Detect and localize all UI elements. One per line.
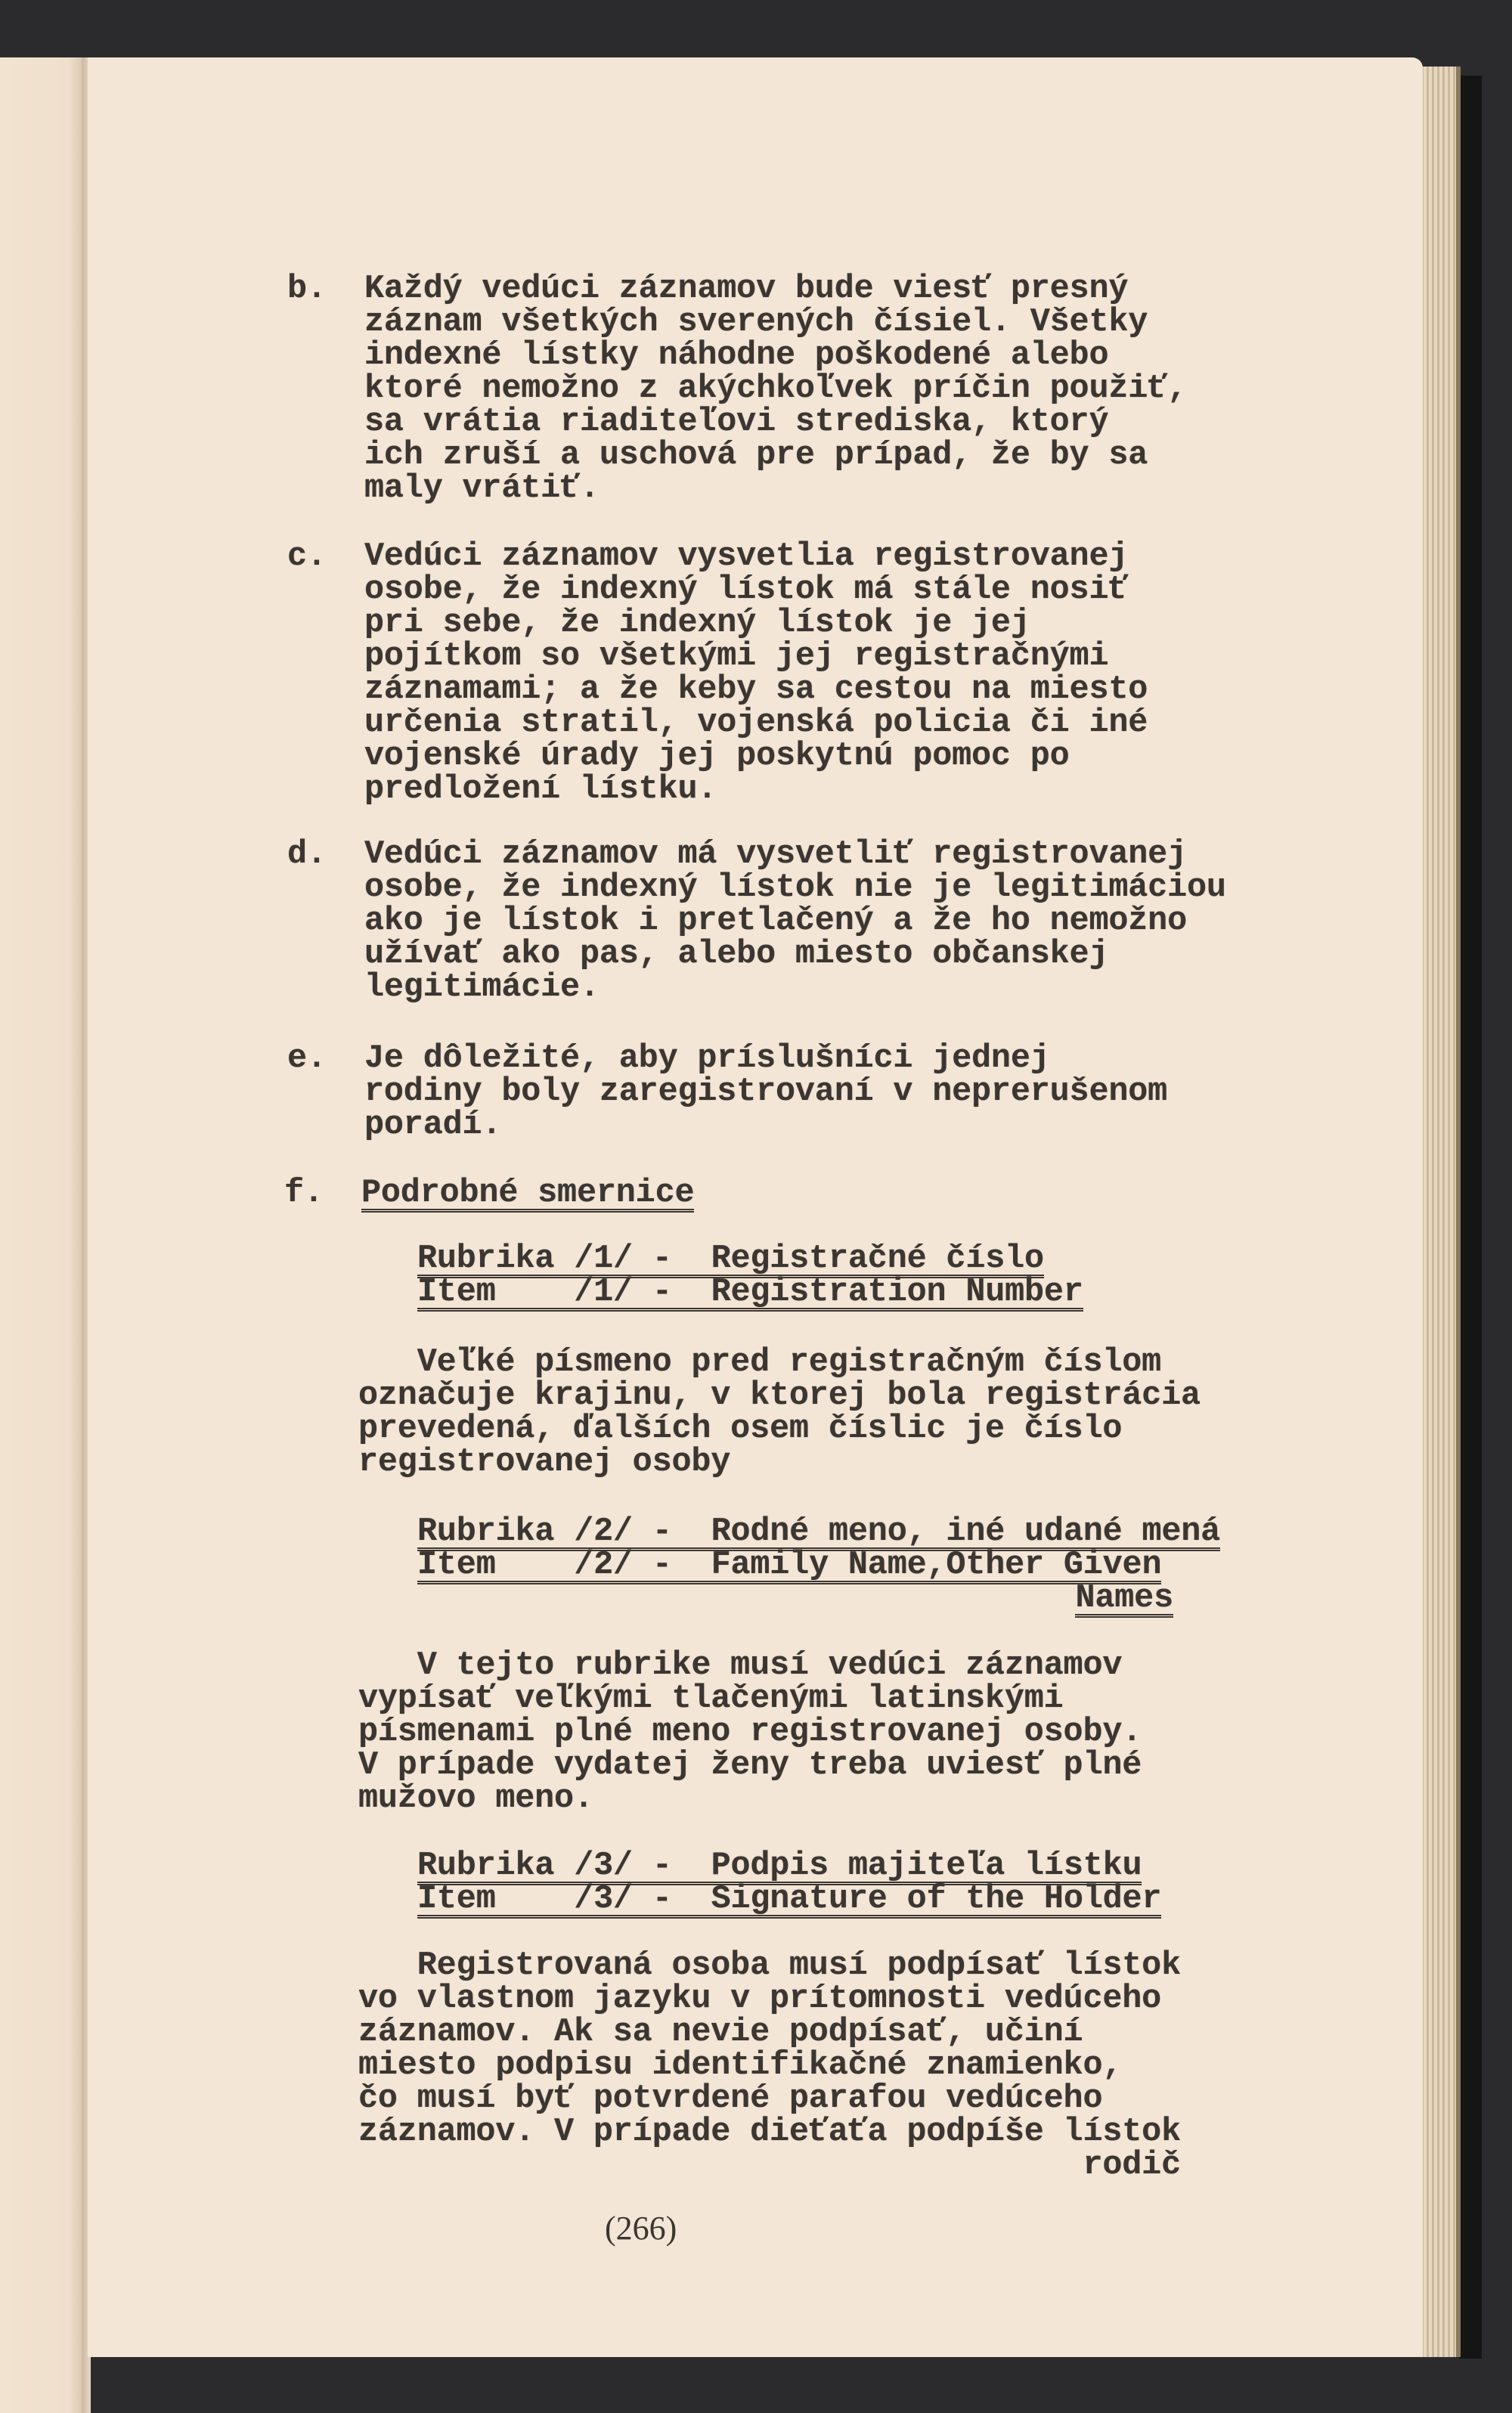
text-line: označuje krajinu, v ktorej bola registrácia [358,1377,1201,1414]
item-paragraph [358,1649,1142,1816]
text-line: záznamov. V prípade dieťaťa podpíše lístok [358,2114,1181,2151]
text-line: vojenské úrady jej poskytnú pomoc po [364,738,1070,775]
item-paragraph [358,1947,1181,2184]
text-line: Vedúci záznamov má vysvetliť registrovanej [364,836,1187,873]
rubrika-row [417,1850,1161,1883]
text-line: V prípade vydatej ženy treba uviesť plné [358,1747,1142,1784]
section-label: f. [284,1175,324,1212]
section-label: d. [287,836,327,873]
item-paragraph [358,1346,1201,1479]
text-line: legitimácie. [364,969,600,1006]
text-line: V tejto rubrike musí vedúci záznamov [358,1647,1123,1684]
text-line: mužovo meno. [358,1780,593,1817]
section-paragraph [364,538,1148,808]
text-line: čo musí byť potvrdené parafou vedúceho [358,2080,1103,2117]
text-line: poradí. [364,1107,502,1144]
section-label: b. [287,271,327,308]
text-line: pojítkom so všetkými jej registračnými [364,638,1109,675]
rubrika-label: Rubrika /3/ - Podpis majiteľa lístku [417,1848,1142,1885]
text-line: osobe, že indexný lístok má stále nosiť [364,572,1129,609]
text-line: predložení lístku. [364,771,717,808]
item-row [417,1883,1161,1916]
text-line: Registrovaná osoba musí podpísať lístok [358,1947,1181,1984]
text-line: ako je lístok i pretlačený a že ho nemožno [364,903,1187,940]
text-line: rodiny boly zaregistrovaní v neprerušenom [364,1073,1168,1110]
text-line: rodič [358,2147,1181,2184]
section-paragraph [364,838,1226,1005]
item-label: Item /3/ - Signature of the Holder [417,1881,1162,1918]
text-line: písmenami plné meno registrovanej osoby. [358,1714,1142,1751]
section-label: c. [287,538,327,575]
page-number: (266) [605,2210,677,2247]
item-row [417,1276,1083,1309]
rubrika-row [417,1243,1083,1276]
item-header [417,1513,1221,1617]
text-line: Vedúci záznamov vysvetlia registrovanej [364,538,1129,575]
rubrika-label: Rubrika /1/ - Registračné číslo [417,1241,1044,1278]
text-line: indexné lístky náhodne poškodené alebo [364,337,1109,374]
item-header [417,1243,1083,1309]
item-header [417,1850,1161,1916]
text-line: záznamami; a že keby sa cestou na miesto [364,671,1148,708]
item-row [417,1549,1220,1582]
text-line: Je dôležité, aby príslušníci jednej [364,1040,1050,1077]
section-label: e. [287,1040,327,1077]
text-line: ktoré nemožno z akýchkoľvek príčin použiť, [364,370,1187,407]
text-line: prevedená, ďalších osem číslic je číslo [358,1411,1123,1448]
text-line: Každý vedúci záznamov bude viesť presný [364,271,1129,308]
page-stack-edge [1421,67,1461,2357]
item-label: Item /1/ - Registration Number [417,1274,1083,1311]
text-line: Veľké písmeno pred registračným číslom [358,1344,1162,1381]
text-line: osobe, že indexný lístok nie je legitimáciou [364,869,1226,906]
text-line: pri sebe, že indexný lístok je jej [364,605,1030,642]
left-page-edge [0,57,85,2413]
item-label: Item /2/ - Family Name,Other Given [417,1547,1162,1584]
rubrika-row [417,1513,1221,1550]
item-continuation: Names [1075,1580,1173,1617]
section-heading [361,1177,694,1213]
text-line: ich zruší a uschová pre prípad, že by sa [364,437,1148,474]
subsection-heading: Podrobné smernice [361,1175,695,1212]
text-line: určenia stratil, vojenská policia či iné [364,705,1148,742]
text-line: záznamov. Ak sa nevie podpísať, učiní [358,2014,1083,2051]
text-line: maly vrátiť. [364,470,600,507]
section-paragraph [364,1042,1167,1142]
section-paragraph [364,273,1187,506]
text-line: vo vlastnom jazyku v prítomnosti vedúceho [358,1981,1162,2018]
text-line: záznam všetkých sverených čísiel. Všetky [364,304,1148,341]
rubrika-label: Rubrika /2/ - Rodné meno, iné udané mená [417,1513,1221,1550]
text-line: registrovanej osoby [358,1444,731,1481]
text-line: sa vrátia riaditeľovi strediska, ktorý [364,404,1109,441]
text-line: užívať ako pas, alebo miesto občanskej [364,936,1109,973]
page-stack-shadow [1459,76,1482,2359]
text-line: vypísať veľkými tlačenými latinskými [358,1680,1064,1718]
text-line: miesto podpisu identifikačné znamienko, [358,2047,1123,2084]
item-continuation-row [417,1582,1173,1615]
